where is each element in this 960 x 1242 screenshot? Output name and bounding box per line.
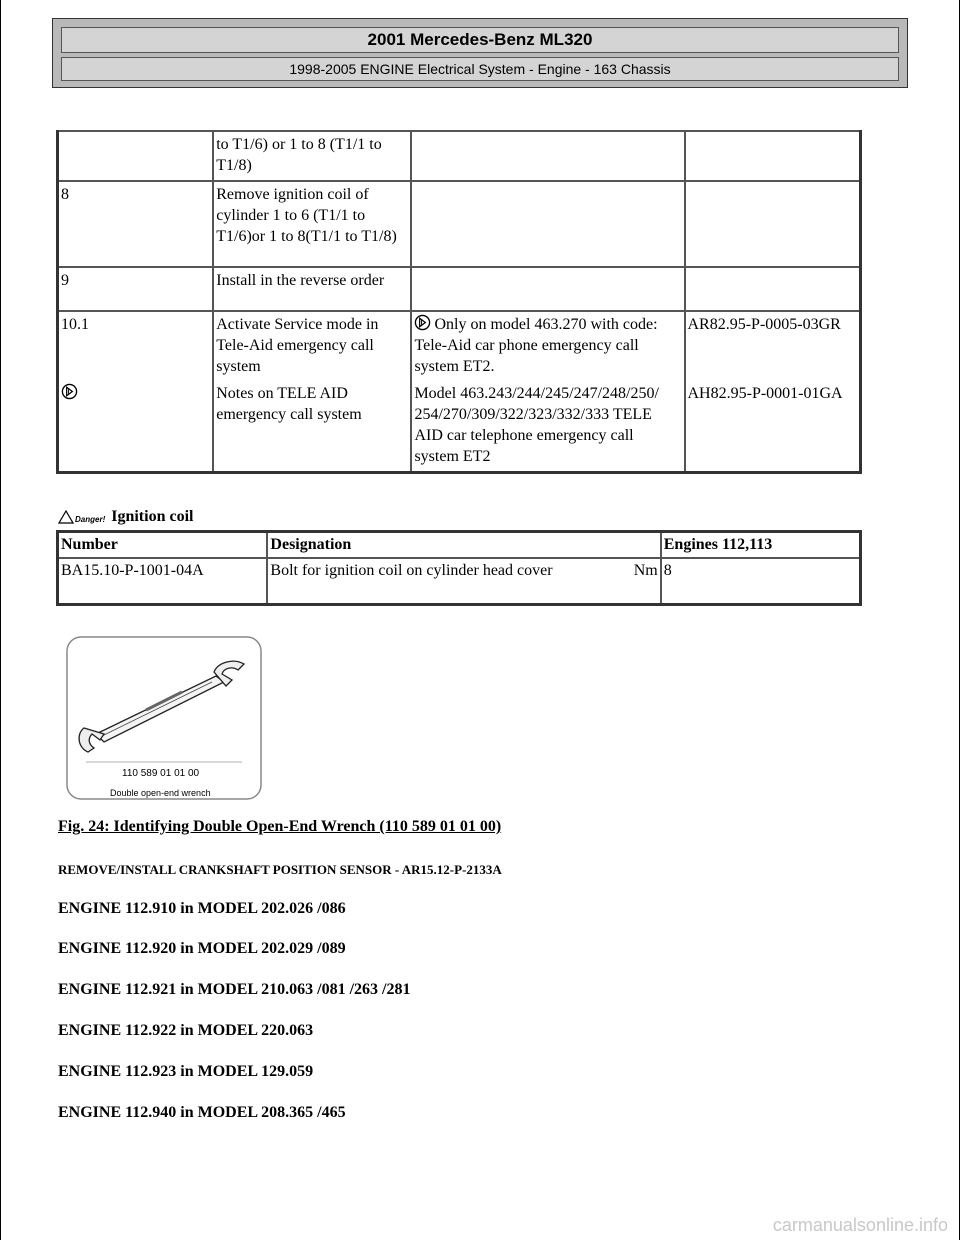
table-row <box>58 267 861 311</box>
step-note: Only on model 463.270 with code: Tele-Aid car phone emergency call system ET2. <box>414 316 658 375</box>
column-header: Designation <box>267 532 660 559</box>
header-title: 2001 Mercedes-Benz ML320 <box>61 27 899 53</box>
danger-badge <box>58 510 107 524</box>
step-reference: AR82.95-P-0005-03GR <box>685 311 861 381</box>
section-heading: REMOVE/INSTALL CRANKSHAFT POSITION SENSOR - AR15.12-P-2133A <box>58 862 502 877</box>
step-text: Install in the reverse order <box>213 267 411 311</box>
table-row <box>58 381 861 473</box>
spec-number: BA15.10-P-1001-04A <box>58 558 268 604</box>
step-number: 9 <box>58 267 214 311</box>
page-header <box>52 18 908 88</box>
wrench-illustration <box>66 636 262 802</box>
note-icon <box>414 314 431 331</box>
spec-designation: Bolt for ignition coil on cylinder head cover <box>270 562 553 579</box>
step-reference <box>685 131 861 181</box>
engine-line: ENGINE 112.920 in MODEL 202.029 /089 <box>58 940 346 957</box>
table-header-row <box>58 532 861 559</box>
step-note <box>411 131 684 181</box>
step-note <box>411 181 684 267</box>
engine-line: ENGINE 112.922 in MODEL 220.063 <box>58 1022 314 1039</box>
table-row <box>58 181 861 267</box>
step-text: Notes on TELE AID emergency call system <box>213 381 411 473</box>
engine-line: ENGINE 112.910 in MODEL 202.026 /086 <box>58 900 346 917</box>
figure-part-number: 110 589 01 01 00 <box>122 768 200 779</box>
step-reference <box>685 267 861 311</box>
step-note <box>411 267 684 311</box>
step-icon-cell <box>58 381 214 473</box>
table-row <box>58 311 861 381</box>
spec-value: 8 <box>661 558 861 604</box>
step-text: Activate Service mode in Tele-Aid emergency call system <box>213 311 411 381</box>
procedure-table <box>56 130 862 474</box>
watermark: carmanualsonline.info <box>772 1215 948 1235</box>
step-number <box>58 131 214 181</box>
figure-caption-link[interactable]: Fig. 24: Identifying Double Open-End Wrench (110 589 01 01 00) <box>58 818 502 835</box>
step-reference <box>685 181 861 267</box>
column-header: Number <box>58 532 268 559</box>
warning-triangle-icon <box>58 510 74 524</box>
spec-unit: Nm <box>633 562 658 579</box>
header-subtitle: 1998-2005 ENGINE Electrical System - Engine - 163 Chassis <box>61 57 899 81</box>
wrench-figure <box>66 636 262 802</box>
step-note: Model 463.243/244/245/247/248/250/ 254/270/309/322/323/332/333 TELE AID car telephone emergency call system ET2 <box>411 381 684 473</box>
danger-label: Danger! <box>75 515 106 524</box>
engine-line: ENGINE 112.940 in MODEL 208.365 /465 <box>58 1104 346 1121</box>
column-header: Engines 112,113 <box>661 532 861 559</box>
spec-designation-cell <box>267 558 660 604</box>
spec-table <box>56 530 862 606</box>
danger-title: Ignition coil <box>111 508 194 525</box>
table-row <box>58 558 861 604</box>
table-row <box>58 131 861 181</box>
figure-label: Double open-end wrench <box>110 788 211 798</box>
step-number: 10.1 <box>58 311 214 381</box>
note-icon <box>61 383 78 400</box>
step-text: to T1/6) or 1 to 8 (T1/1 to T1/8) <box>213 131 411 181</box>
danger-heading <box>58 508 193 526</box>
step-number: 8 <box>58 181 214 267</box>
step-reference: AH82.95-P-0001-01GA <box>685 381 861 473</box>
step-note-cell <box>411 311 684 381</box>
engine-line: ENGINE 112.921 in MODEL 210.063 /081 /263 /281 <box>58 981 411 998</box>
engine-line: ENGINE 112.923 in MODEL 129.059 <box>58 1063 314 1080</box>
step-text: Remove ignition coil of cylinder 1 to 6 (T1/1 to T1/6)or 1 to 8(T1/1 to T1/8) <box>213 181 411 267</box>
